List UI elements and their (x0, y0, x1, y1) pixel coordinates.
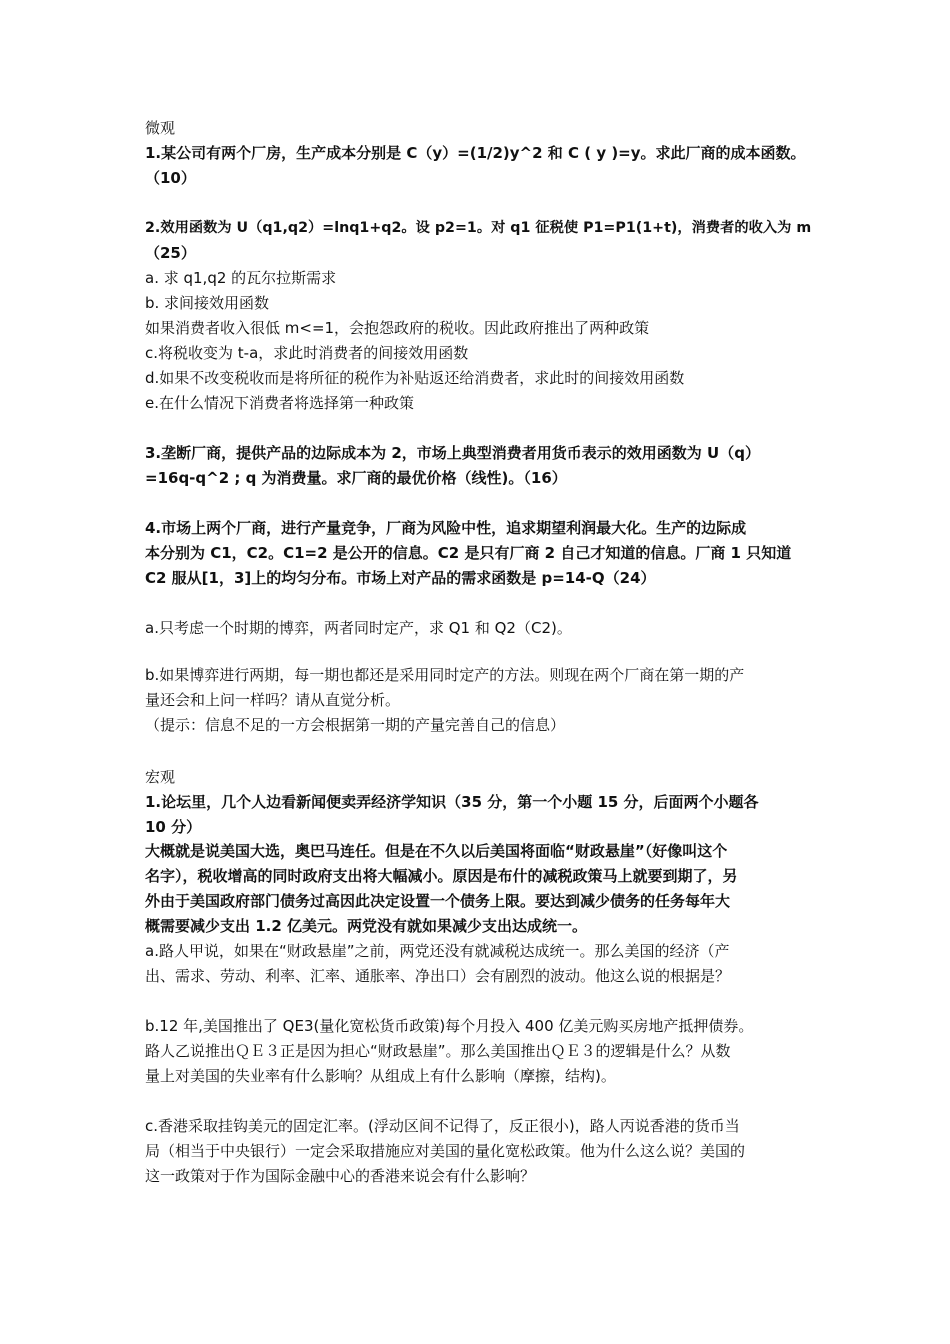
micro-q1-line2: （10） (145, 169, 196, 187)
micro-q2-c: c.将税收变为 t-a，求此时消费者的间接效用函数 (145, 344, 469, 362)
macro-q1-a1: a.路人甲说，如果在“财政悬崖”之前，两党还没有就减税达成统一。那么美国的经济（产 (145, 942, 730, 960)
micro-q2-b: b. 求间接效用函数 (145, 294, 270, 312)
micro-q2-e: e.在什么情况下消费者将选择第一种政策 (145, 394, 414, 412)
section-heading-micro: 微观 (145, 119, 176, 137)
micro-q2-line2: （25） (145, 244, 196, 262)
macro-q1-a2: 出、需求、劳动、利率、汇率、通胀率、净出口）会有剧烈的波动。他这么说的根据是？ (145, 967, 731, 985)
micro-q4-a: a.只考虑一个时期的博弈，两者同时定产，求 Q1 和 Q2（C2)。 (145, 619, 572, 637)
micro-q3-line1: 3.垄断厂商，提供产品的边际成本为 2，市场上典型消费者用货币表示的效用函数为 U（q） (145, 444, 760, 462)
macro-q1-c1: c.香港采取挂钩美元的固定汇率。(浮动区间不记得了，反正很小)，路人丙说香港的货币当 (145, 1117, 740, 1135)
macro-q1-p2: 名字），税收增高的同时政府支出将大幅减小。原因是布什的减税政策马上就要到期了，另 (145, 867, 738, 885)
micro-q4-hint: （提示：信息不足的一方会根据第一期的产量完善自己的信息） (145, 716, 566, 734)
micro-q4-b1: b.如果博弈进行两期，每一期也都还是采用同时定产的方法。则现在两个厂商在第一期的产 (145, 666, 745, 684)
macro-q1-line1: 1.论坛里，几个人边看新闻便卖弄经济学知识（35 分，第一个小题 15 分，后面两个小题各 (145, 793, 759, 811)
micro-q2-note: 如果消费者收入很低 m<=1，会抱怨政府的税收。因此政府推出了两种政策 (145, 319, 650, 337)
micro-q4-line1: 4.市场上两个厂商，进行产量竞争，厂商为风险中性，追求期望利润最大化。生产的边际成 (145, 519, 747, 537)
macro-q1-p1: 大概就是说美国大选，奥巴马连任。但是在不久以后美国将面临“财政悬崖”（好像叫这个 (145, 842, 728, 860)
macro-q1-b2: 路人乙说推出ＱＥ３正是因为担心“财政悬崖”。那么美国推出ＱＥ３的逻辑是什么？从数 (145, 1042, 731, 1060)
micro-q2-a: a. 求 q1,q2 的瓦尔拉斯需求 (145, 269, 337, 287)
macro-q1-p3: 外由于美国政府部门债务过高因此决定设置一个债务上限。要达到减少债务的任务每年大 (145, 892, 731, 910)
macro-q1-p4: 概需要减少支出 1.2 亿美元。两党没有就如果减少支出达成统一。 (145, 917, 588, 935)
micro-q4-b2: 量还会和上问一样吗？请从直觉分析。 (145, 691, 401, 709)
macro-q1-c2: 局（相当于中央银行）一定会采取措施应对美国的量化宽松政策。他为什么这么说？美国的 (145, 1142, 746, 1160)
micro-q1-line1: 1.某公司有两个厂房，生产成本分别是 C（y）=(1/2)y^2 和 C ( y )=y。求此厂商的成本函数。 (145, 144, 806, 162)
macro-q1-b3: 量上对美国的失业率有什么影响？从组成上有什么影响（摩擦，结构)。 (145, 1067, 616, 1085)
micro-q4-line3: C2 服从[1，3]上的均匀分布。市场上对产品的需求函数是 p=14-Q（24） (145, 569, 656, 587)
micro-q2-d: d.如果不改变税收而是将所征的税作为补贴返还给消费者，求此时的间接效用函数 (145, 369, 685, 387)
macro-q1-c3: 这一政策对于作为国际金融中心的香港来说会有什么影响？ (145, 1167, 536, 1185)
section-heading-macro: 宏观 (145, 768, 176, 786)
micro-q4-line2: 本分别为 C1，C2。C1=2 是公开的信息。C2 是只有厂商 2 自己才知道的信息。厂商 1 只知道 (145, 544, 792, 562)
micro-q3-line2: =16q-q^2 ; q 为消费量。求厂商的最优价格（线性)。（16） (145, 469, 567, 487)
micro-q2-line1: 2.效用函数为 U（q1,q2）=lnq1+q2。设 p2=1。对 q1 征税使 P1=P1(1+t)，消费者的收入为 m (145, 220, 812, 236)
macro-q1-b1: b.12 年,美国推出了 QE3(量化宽松货币政策)每个月投入 400 亿美元购买房地产抵押债券。 (145, 1017, 754, 1035)
macro-q1-line2: 10 分） (145, 818, 202, 836)
